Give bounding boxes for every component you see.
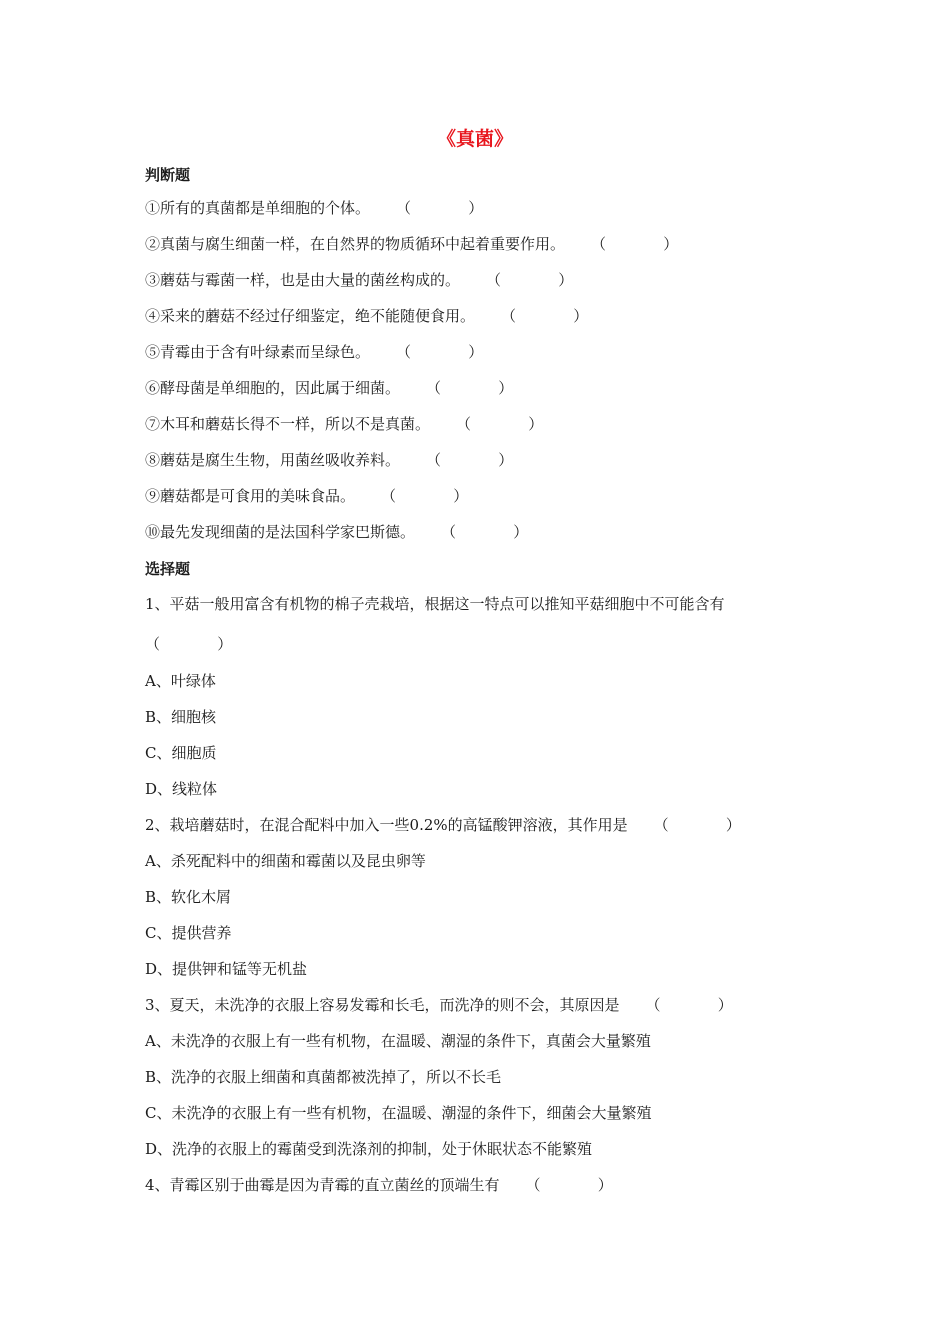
judgment-item-text: ④采来的蘑菇不经过仔细鉴定，绝不能随便食用。 — [145, 307, 476, 325]
judgment-item — [145, 522, 528, 542]
answer-bracket: （ ） — [426, 379, 514, 397]
judgment-item-text: ⑥酵母菌是单细胞的，因此属于细菌。 — [145, 379, 401, 397]
option: A、杀死配料中的细菌和霉菌以及昆虫卵等 — [145, 852, 426, 870]
judgment-item-text: ⑤青霉由于含有叶绿素而呈绿色。 — [145, 343, 371, 361]
judgment-item-text: ⑩最先发现细菌的是法国科学家巴斯德。 — [145, 523, 416, 541]
option: B、细胞核 — [145, 708, 217, 726]
question-stem: 3、夏天，未洗净的衣服上容易发霉和长毛，而洗净的则不会，其原因是 — [145, 996, 620, 1014]
answer-bracket-text: （ ） — [145, 635, 233, 653]
option: A、叶绿体 — [145, 672, 216, 690]
judgment-item-text: ②真菌与腐生细菌一样，在自然界的物质循环中起着重要作用。 — [145, 235, 566, 253]
answer-bracket: （ ） — [441, 523, 529, 541]
option: D、提供钾和锰等无机盐 — [145, 960, 308, 978]
judgment-item — [145, 378, 513, 398]
option: D、洗净的衣服上的霉菌受到洗涤剂的抑制，处于休眠状态不能繁殖 — [145, 1140, 593, 1158]
judgment-item — [145, 486, 468, 506]
answer-bracket: （ ） — [396, 343, 484, 361]
answer-bracket: （ ） — [486, 271, 574, 289]
judgment-item-text: ①所有的真菌都是单细胞的个体。 — [145, 199, 371, 217]
question — [145, 995, 733, 1015]
option: C、提供营养 — [145, 924, 232, 942]
judgment-item — [145, 198, 483, 218]
question-stem: 4、青霉区别于曲霉是因为青霉的直立菌丝的顶端生有 — [145, 1176, 500, 1194]
option: B、洗净的衣服上细菌和真菌都被洗掉了，所以不长毛 — [145, 1068, 502, 1086]
page-title: 《真菌》 — [436, 128, 513, 150]
judgment-item-text: ③蘑菇与霉菌一样，也是由大量的菌丝构成的。 — [145, 271, 461, 289]
option: C、细胞质 — [145, 744, 217, 762]
judgment-item-text: ⑧蘑菇是腐生生物，用菌丝吸收养料。 — [145, 451, 401, 469]
answer-bracket: （ ） — [645, 996, 733, 1014]
question-stem: 2、栽培蘑菇时，在混合配料中加入一些0.2%的高锰酸钾溶液，其作用是 — [145, 816, 628, 834]
answer-bracket: （ ） — [381, 487, 469, 505]
answer-bracket: （ ） — [525, 1176, 613, 1194]
choice-heading: 选择题 — [145, 560, 191, 578]
option: B、软化木屑 — [145, 888, 232, 906]
answer-bracket: （ ） — [591, 235, 679, 253]
option: A、未洗净的衣服上有一些有机物，在温暖、潮湿的条件下，真菌会大量繁殖 — [145, 1032, 651, 1050]
judgment-item-text: ⑦木耳和蘑菇长得不一样，所以不是真菌。 — [145, 415, 431, 433]
judgment-item — [145, 414, 543, 434]
answer-bracket — [145, 634, 232, 654]
answer-bracket: （ ） — [396, 199, 484, 217]
answer-bracket: （ ） — [501, 307, 589, 325]
option: D、线粒体 — [145, 780, 218, 798]
judgment-item — [145, 306, 588, 326]
question — [145, 815, 741, 835]
judgment-item — [145, 342, 483, 362]
judgment-item-text: ⑨蘑菇都是可食用的美味食品。 — [145, 487, 356, 505]
question — [145, 1175, 613, 1195]
question-stem: 1、平菇一般用富含有机物的棉子壳栽培，根据这一特点可以推知平菇细胞中不可能含有 — [145, 595, 725, 613]
judgment-item — [145, 234, 678, 254]
judgment-item — [145, 450, 513, 470]
answer-bracket: （ ） — [426, 451, 514, 469]
judgment-heading: 判断题 — [145, 166, 191, 184]
answer-bracket: （ ） — [456, 415, 544, 433]
option: C、未洗净的衣服上有一些有机物，在温暖、潮湿的条件下，细菌会大量繁殖 — [145, 1104, 652, 1122]
answer-bracket: （ ） — [653, 816, 741, 834]
judgment-item — [145, 270, 573, 290]
